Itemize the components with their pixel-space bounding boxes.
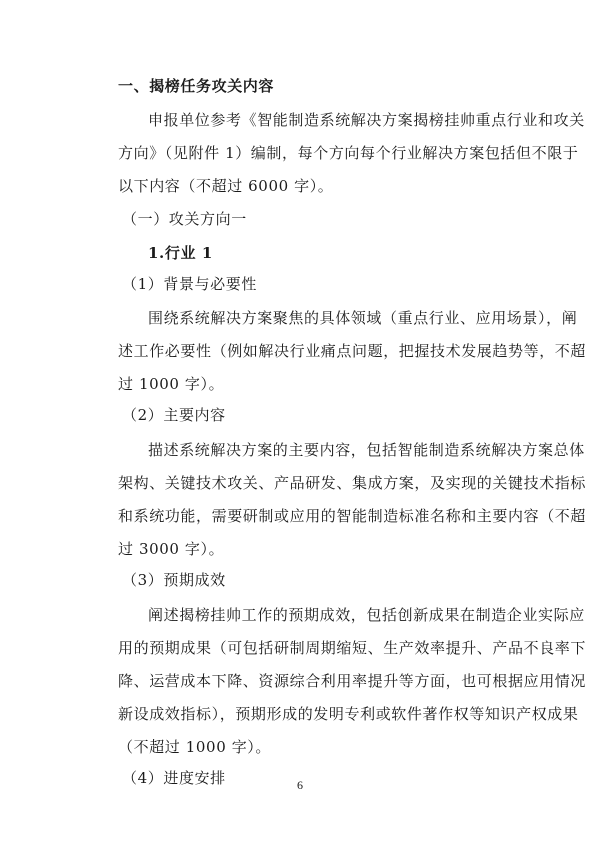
paragraph-line: 阐述揭榜挂帅工作的预期成效，包括创新成果在制造企业实际应 [148, 606, 585, 624]
paragraph-line: 架构、关键技术攻关、产品研发、集成方案，及实现的关键技术指标 [118, 474, 587, 492]
paragraph-line: 用的预期成果（可包括研制周期缩短、生产效率提升、产品不良率下 [118, 639, 587, 657]
item-heading: （4）进度安排 [122, 769, 226, 787]
paragraph-line: （不超过 1000 字）。 [118, 738, 272, 756]
paragraph-line: 以下内容（不超过 6000 字）。 [118, 177, 334, 195]
item-heading: （3）预期成效 [122, 571, 226, 589]
paragraph-line: 新设成效指标），预期形成的发明专利或软件著作权等知识产权成果 [118, 705, 579, 723]
paragraph-line: 方向》（见附件 1）编制，每个方向每个行业解决方案包括但不限于 [118, 144, 579, 162]
paragraph-line: 描述系统解决方案的主要内容，包括智能制造系统解决方案总体 [148, 441, 585, 459]
page-number: 6 [297, 778, 303, 792]
subsection-heading: （一）攻关方向一 [122, 210, 247, 228]
item-heading: （1）背景与必要性 [122, 275, 257, 293]
paragraph-line: 述工作必要性（例如解决行业痛点问题，把握技术发展趋势等，不超 [118, 342, 587, 360]
paragraph-line: 围绕系统解决方案聚焦的具体领域（重点行业、应用场景），阐 [148, 309, 578, 327]
section-heading: 一、揭榜任务攻关内容 [118, 77, 275, 95]
paragraph-line: 申报单位参考《智能制造系统解决方案揭榜挂帅重点行业和攻关 [148, 111, 585, 129]
industry-heading: 1.行业 1 [148, 244, 213, 262]
paragraph-line: 过 1000 字）。 [118, 375, 225, 393]
paragraph-line: 过 3000 字）。 [118, 540, 225, 558]
item-heading: （2）主要内容 [122, 406, 226, 424]
paragraph-line: 降、运营成本下降、资源综合利用率提升等方面，也可根据应用情况 [118, 672, 587, 690]
paragraph-line: 和系统功能，需要研制或应用的智能制造标准名称和主要内容（不超 [118, 507, 587, 525]
